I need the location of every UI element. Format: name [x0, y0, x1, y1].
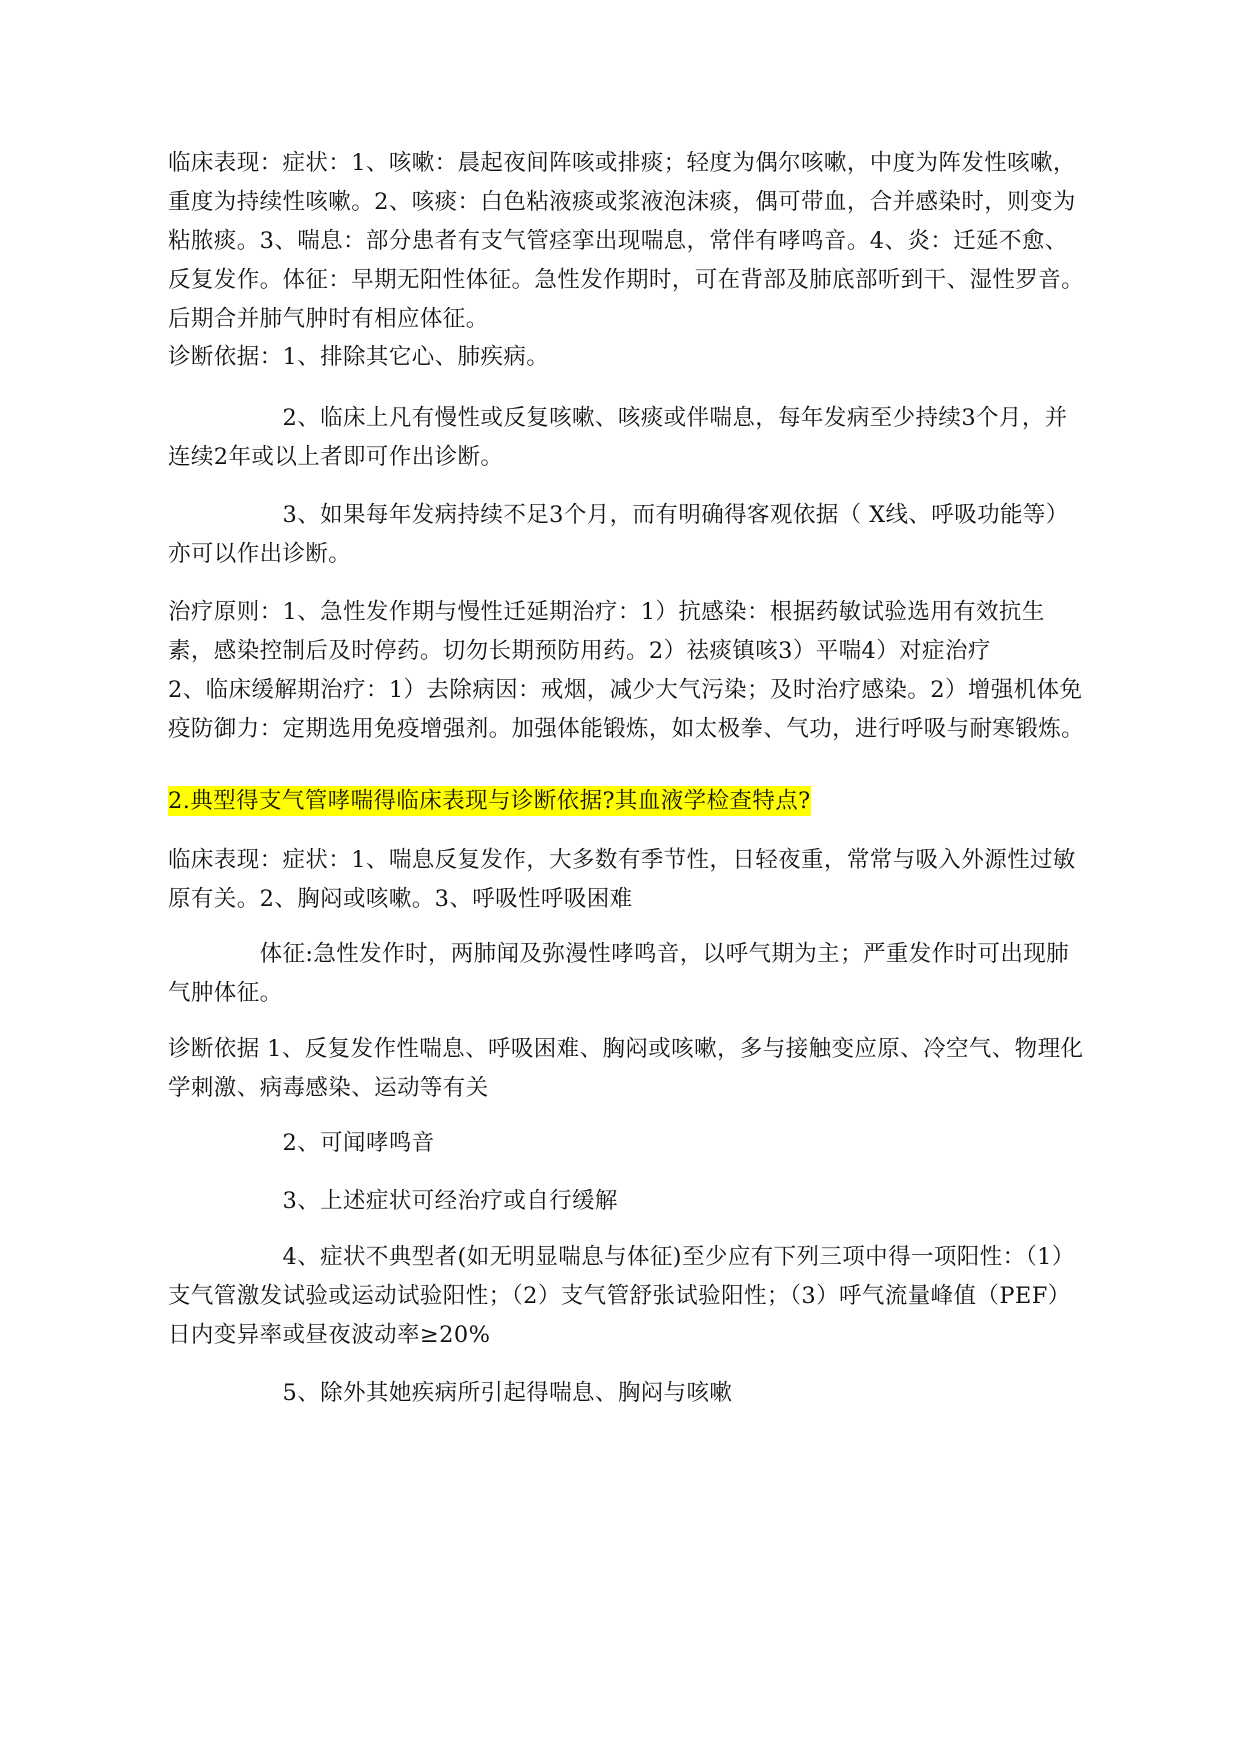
- paragraph-asthma-diagnosis-item-5: 5、除外其她疾病所引起得喘息、胸闷与咳嗽: [168, 1380, 733, 1406]
- paragraph-asthma-diagnosis-basis: 诊断依据 1、反复发作性喘息、呼吸困难、胸闷或咳嗽，多与接触变应原、冷空气、物理化学刺激、病毒感染、运动等有关: [168, 1036, 1084, 1101]
- paragraph-diagnosis-item-3: 3、如果每年发病持续不足3个月，而有明确得客观依据（ X线、呼吸功能等）亦可以作出诊断。: [168, 502, 1069, 567]
- paragraph-asthma-signs: 体征:急性发作时，两肺闻及弥漫性哮鸣音，以呼气期为主；严重发作时可出现肺气肿体征。: [168, 941, 1070, 1006]
- paragraph-asthma-diagnosis-item-2: 2、可闻哮鸣音: [168, 1130, 435, 1156]
- section-heading-asthma: [168, 782, 1088, 821]
- paragraph-treatment-principles: 治疗原则：1、急性发作期与慢性迁延期治疗：1）抗感染：根据药敏试验选用有效抗生素，感染控制后及时停药。切勿长期预防用药。2）祛痰镇咳3）平喘4）对症治疗 2、临床缓解期治疗：1）去除病因：戒烟，减少大气污染；及时治疗感染。2）增强机体免疫防御力：定期选用免疫增强剂。加强体能锻炼，如太极拳、气功，进行呼吸与耐寒锻炼。: [168, 599, 1085, 742]
- paragraph-asthma-diagnosis-item-3: 3、上述症状可经治疗或自行缓解: [168, 1188, 618, 1214]
- paragraph-diagnosis-item-2: 2、临床上凡有慢性或反复咳嗽、咳痰或伴喘息，每年发病至少持续3个月，并连续2年或以上者即可作出诊断。: [168, 405, 1068, 470]
- paragraph-asthma-diagnosis-item-4: 4、症状不典型者(如无明显喘息与体征)至少应有下列三项中得一项阳性：（1）支气管激发试验或运动试验阳性；（2）支气管舒张试验阳性；（3）呼气流量峰值（PEF）日内变异率或昼夜波动率≥20%: [168, 1244, 1075, 1348]
- paragraph-diagnosis-basis: 诊断依据：1、排除其它心、肺疾病。: [168, 344, 550, 370]
- highlighted-question: 2.典型得支气管哮喘得临床表现与诊断依据?其血液学检查特点?: [168, 788, 811, 814]
- paragraph-clinical-manifestations: 临床表现：症状：1、咳嗽：晨起夜间阵咳或排痰；轻度为偶尔咳嗽，中度为阵发性咳嗽，重度为持续性咳嗽。2、咳痰：白色粘液痰或浆液泡沫痰，偶可带血，合并感染时，则变为粘脓痰。3、喘息：部分患者有支气管痉挛出现喘息，常伴有哮鸣音。4、炎：迁延不愈、反复发作。体征：早期无阳性体征。急性发作期时，可在背部及肺底部听到干、湿性罗音。后期合并肺气肿时有相应体征。: [168, 150, 1085, 332]
- paragraph-asthma-clinical-manifestations: 临床表现：症状：1、喘息反复发作，大多数有季节性，日轻夜重，常常与吸入外源性过敏原有关。2、胸闷或咳嗽。3、呼吸性呼吸困难: [168, 847, 1076, 912]
